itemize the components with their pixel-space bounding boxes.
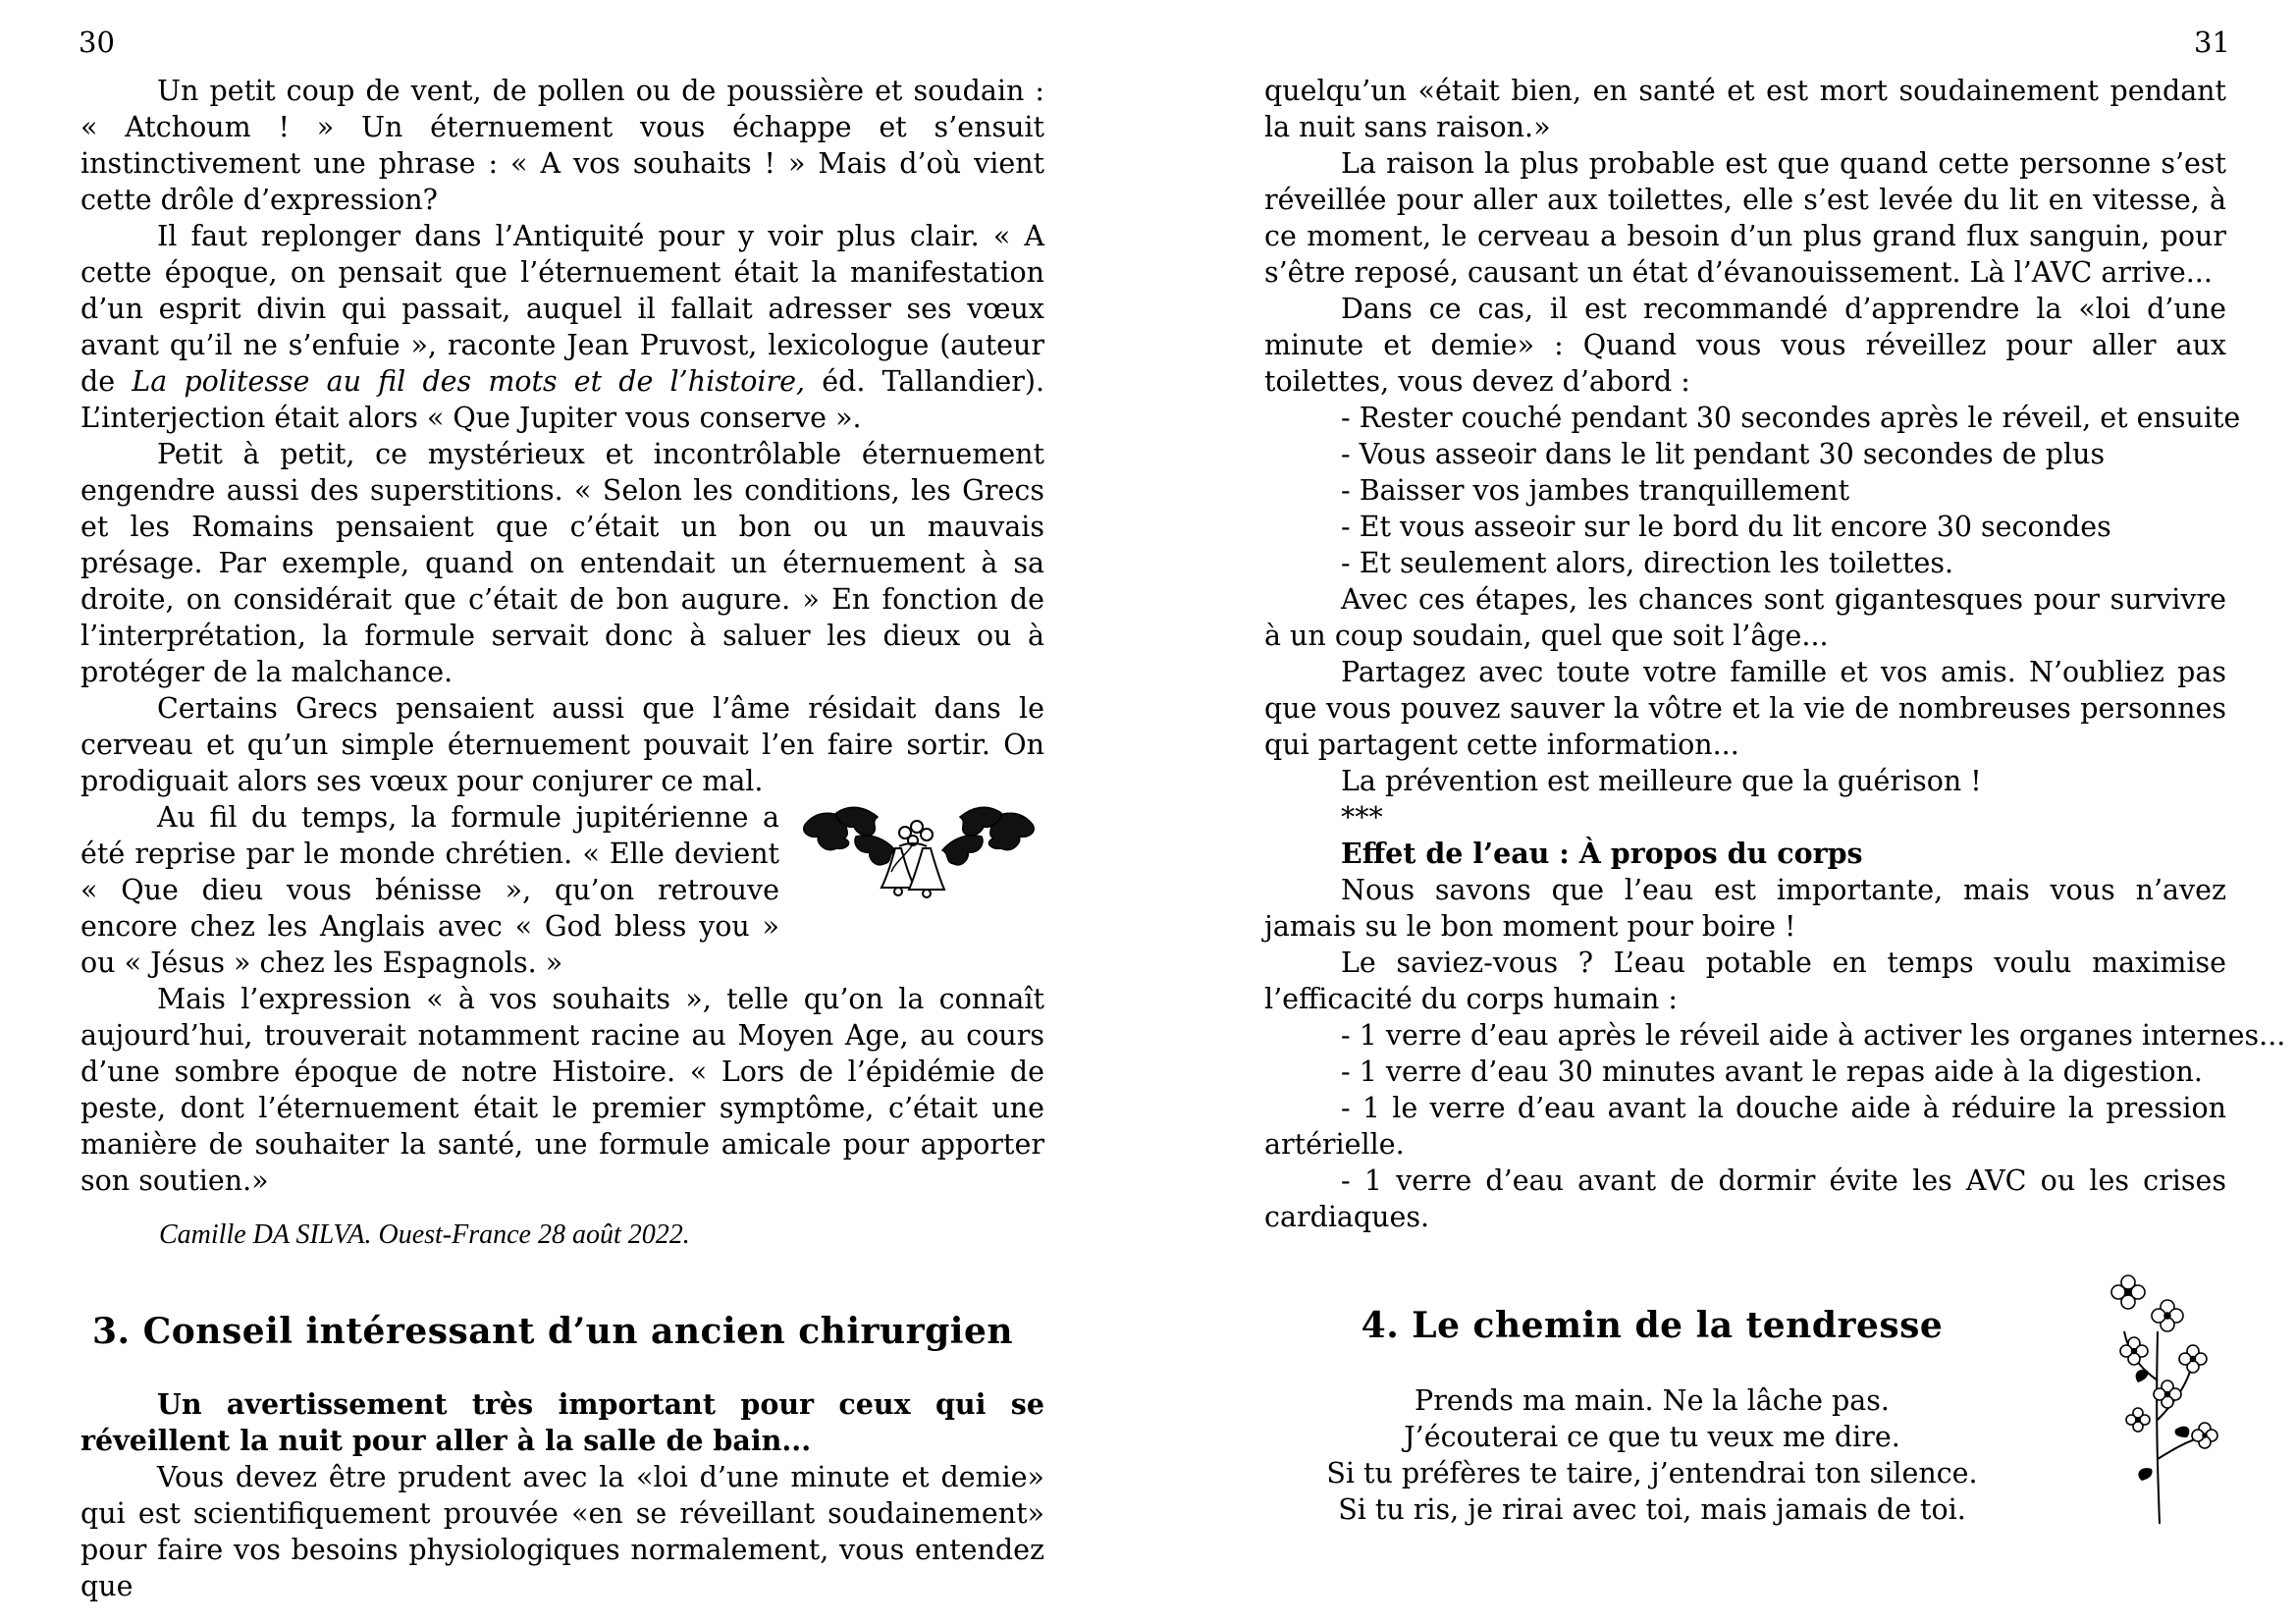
holly-bells-illustration [797,803,1041,909]
paragraph: Certains Grecs pensaient aussi que l’âme résidait dans le cerveau et qu’un simple éternuement pouvait l’en faire sortir. On prodiguait alors ses vœux pour conjurer ce mal. [80,692,1044,797]
paragraph: Nous savons que l’eau est importante, mais vous n’avez jamais su le bon moment pour boire ! [1264,874,2226,943]
paragraph: Au fil du temps, la formule jupitérienne a été reprise par le monde chrétien. « Elle devient « Que dieu vous bénisse », qu’on retrouve encore chez les Anglais avec « God bless you » ou « Jésus » chez les Espagnols. » [80,801,779,979]
poem-line: Prends ma main. Ne la lâche pas. [1415,1384,1890,1417]
list-item: - Baisser vos jambes tranquillement [1341,474,1850,507]
book-title: La politesse au fil des mots et de l’histoire, [132,365,806,398]
separator-stars: *** [1341,801,1383,834]
article-attribution: Camille DA SILVA. Ouest-France 28 août 2022. [159,1219,690,1250]
list-item: - Vous asseoir dans le lit pendant 30 secondes de plus [1341,438,2106,470]
page-number-right: 31 [2194,26,2230,59]
left-page [80,73,1044,1604]
paragraph: Un petit coup de vent, de pollen ou de poussière et soudain : « Atchoum ! » Un éternuement vous échappe et s’ensuit instinctivement une phrase : « A vos souhaits ! » Mais d’où vient cette drôle d’expression? [80,75,1044,216]
paragraph: La raison la plus probable est que quand cette personne s’est réveillée pour aller aux toilettes, elle s’est levée du lit en vitesse, à ce moment, le cerveau a besoin d’un plus grand flux sanguin, pour s’être reposé, causant un état d’évanouissement. Là l’AVC arrive... [1264,147,2226,289]
section-3-title: 3. Conseil intéressant d’un ancien chirurgien [92,1311,1014,1352]
paragraph: Vous devez être prudent avec la «loi d’une minute et demie» qui est scientifiquement prouvée «en se réveillant soudainement» pour faire vos besoins physiologiques normalement, vous entendez que [80,1461,1044,1602]
list-item: - 1 verre d’eau avant de dormir évite les AVC ou les crises cardiaques. [1264,1164,2226,1233]
poem-line: Si tu préfères te taire, j’entendrai ton silence. [1326,1457,1978,1489]
paragraph: Petit à petit, ce mystérieux et incontrôlable éternuement engendre aussi des superstitions. « Selon les conditions, les Grecs et les Romains pensaient que c’était un bon ou un mauvais présage. Par exemple, quand on entendait un éternuement à sa droite, on considérait que c’était de bon augure. » En fonction de l’interprétation, la formule servait donc à saluer les dieux ou à protéger de la malchance. [80,438,1044,688]
paragraph: quelqu’un «était bien, en santé et est mort soudainement pendant la nuit sans raison.» [1264,75,2226,143]
section-3-lead: Un avertissement très important pour ceux qui se réveillent la nuit pour aller à la salle de bain... [80,1387,1044,1457]
flower-sprig-illustration [2099,1272,2226,1528]
poem-line: J’écouterai ce que tu veux me dire. [1404,1421,1900,1453]
paragraph: Le saviez-vous ? L’eau potable en temps voulu maximise l’efficacité du corps humain : [1264,947,2226,1015]
paragraph: La prévention est meilleure que la guérison ! [1341,765,1982,797]
text-span: Il faut replonger dans l’Antiquité pour y voir plus clair. « A cette époque, on pensait que l’éternuement était la manifestation d’un esprit divin qui passait, auquel il fallait adresser ses vœux avant qu’il ne s’enfuie », raconte Jean Pruvost, lexicologue (auteur de [80,220,1044,398]
list-item: - Et seulement alors, direction les toilettes. [1341,547,1954,579]
poem-line: Si tu ris, je rirai avec toi, mais jamais de toi. [1338,1493,1966,1526]
list-item: - 1 verre d’eau 30 minutes avant le repas aide à la digestion. [1341,1056,2203,1088]
paragraph: Partagez avec toute votre famille et vos amis. N’oubliez pas que vous pouvez sauver la vôtre et la vie de nombreuses personnes qui partagent cette information... [1264,656,2226,761]
right-page [1264,73,2286,1528]
list-item: - Rester couché pendant 30 secondes après le réveil, et ensuite [1341,402,2241,434]
text-span: éd. Tallandier). L’interjection était alors « Que Jupiter vous conserve ». [80,365,1045,434]
list-item: - Et vous asseoir sur le bord du lit encore 30 secondes [1341,511,2111,543]
paragraph: Avec ces étapes, les chances sont gigantesques pour survivre à un coup soudain, quel que soit l’âge... [1264,583,2226,652]
list-item: - 1 le verre d’eau avant la douche aide à réduire la pression artérielle. [1264,1092,2226,1161]
paragraph: Mais l’expression « à vos souhaits », telle qu’on la connaît aujourd’hui, trouverait notamment racine au Moyen Age, au cours d’une sombre époque de notre Histoire. « Lors de l’épidémie de peste, dont l’éternuement était le premier symptôme, c’était une manière de souhaiter la santé, une formule amicale pour apporter son soutien.» [80,983,1044,1197]
section-4-title: 4. Le chemin de la tendresse [1361,1305,1944,1346]
list-item: - 1 verre d’eau après le réveil aide à activer les organes internes... [1341,1019,2286,1052]
paragraph [80,218,1044,436]
water-section-title: Effet de l’eau : À propos du corps [1341,837,1863,870]
paragraph: Dans ce cas, il est recommandé d’apprendre la «loi d’une minute et demie» : Quand vous vous réveillez pour aller aux toilettes, vous devez d’abord : [1264,293,2226,398]
section-4 [1264,1304,2226,1528]
paragraph-with-illustration [80,799,1044,981]
poem [1264,1382,2226,1528]
page-number-left: 30 [79,26,115,59]
